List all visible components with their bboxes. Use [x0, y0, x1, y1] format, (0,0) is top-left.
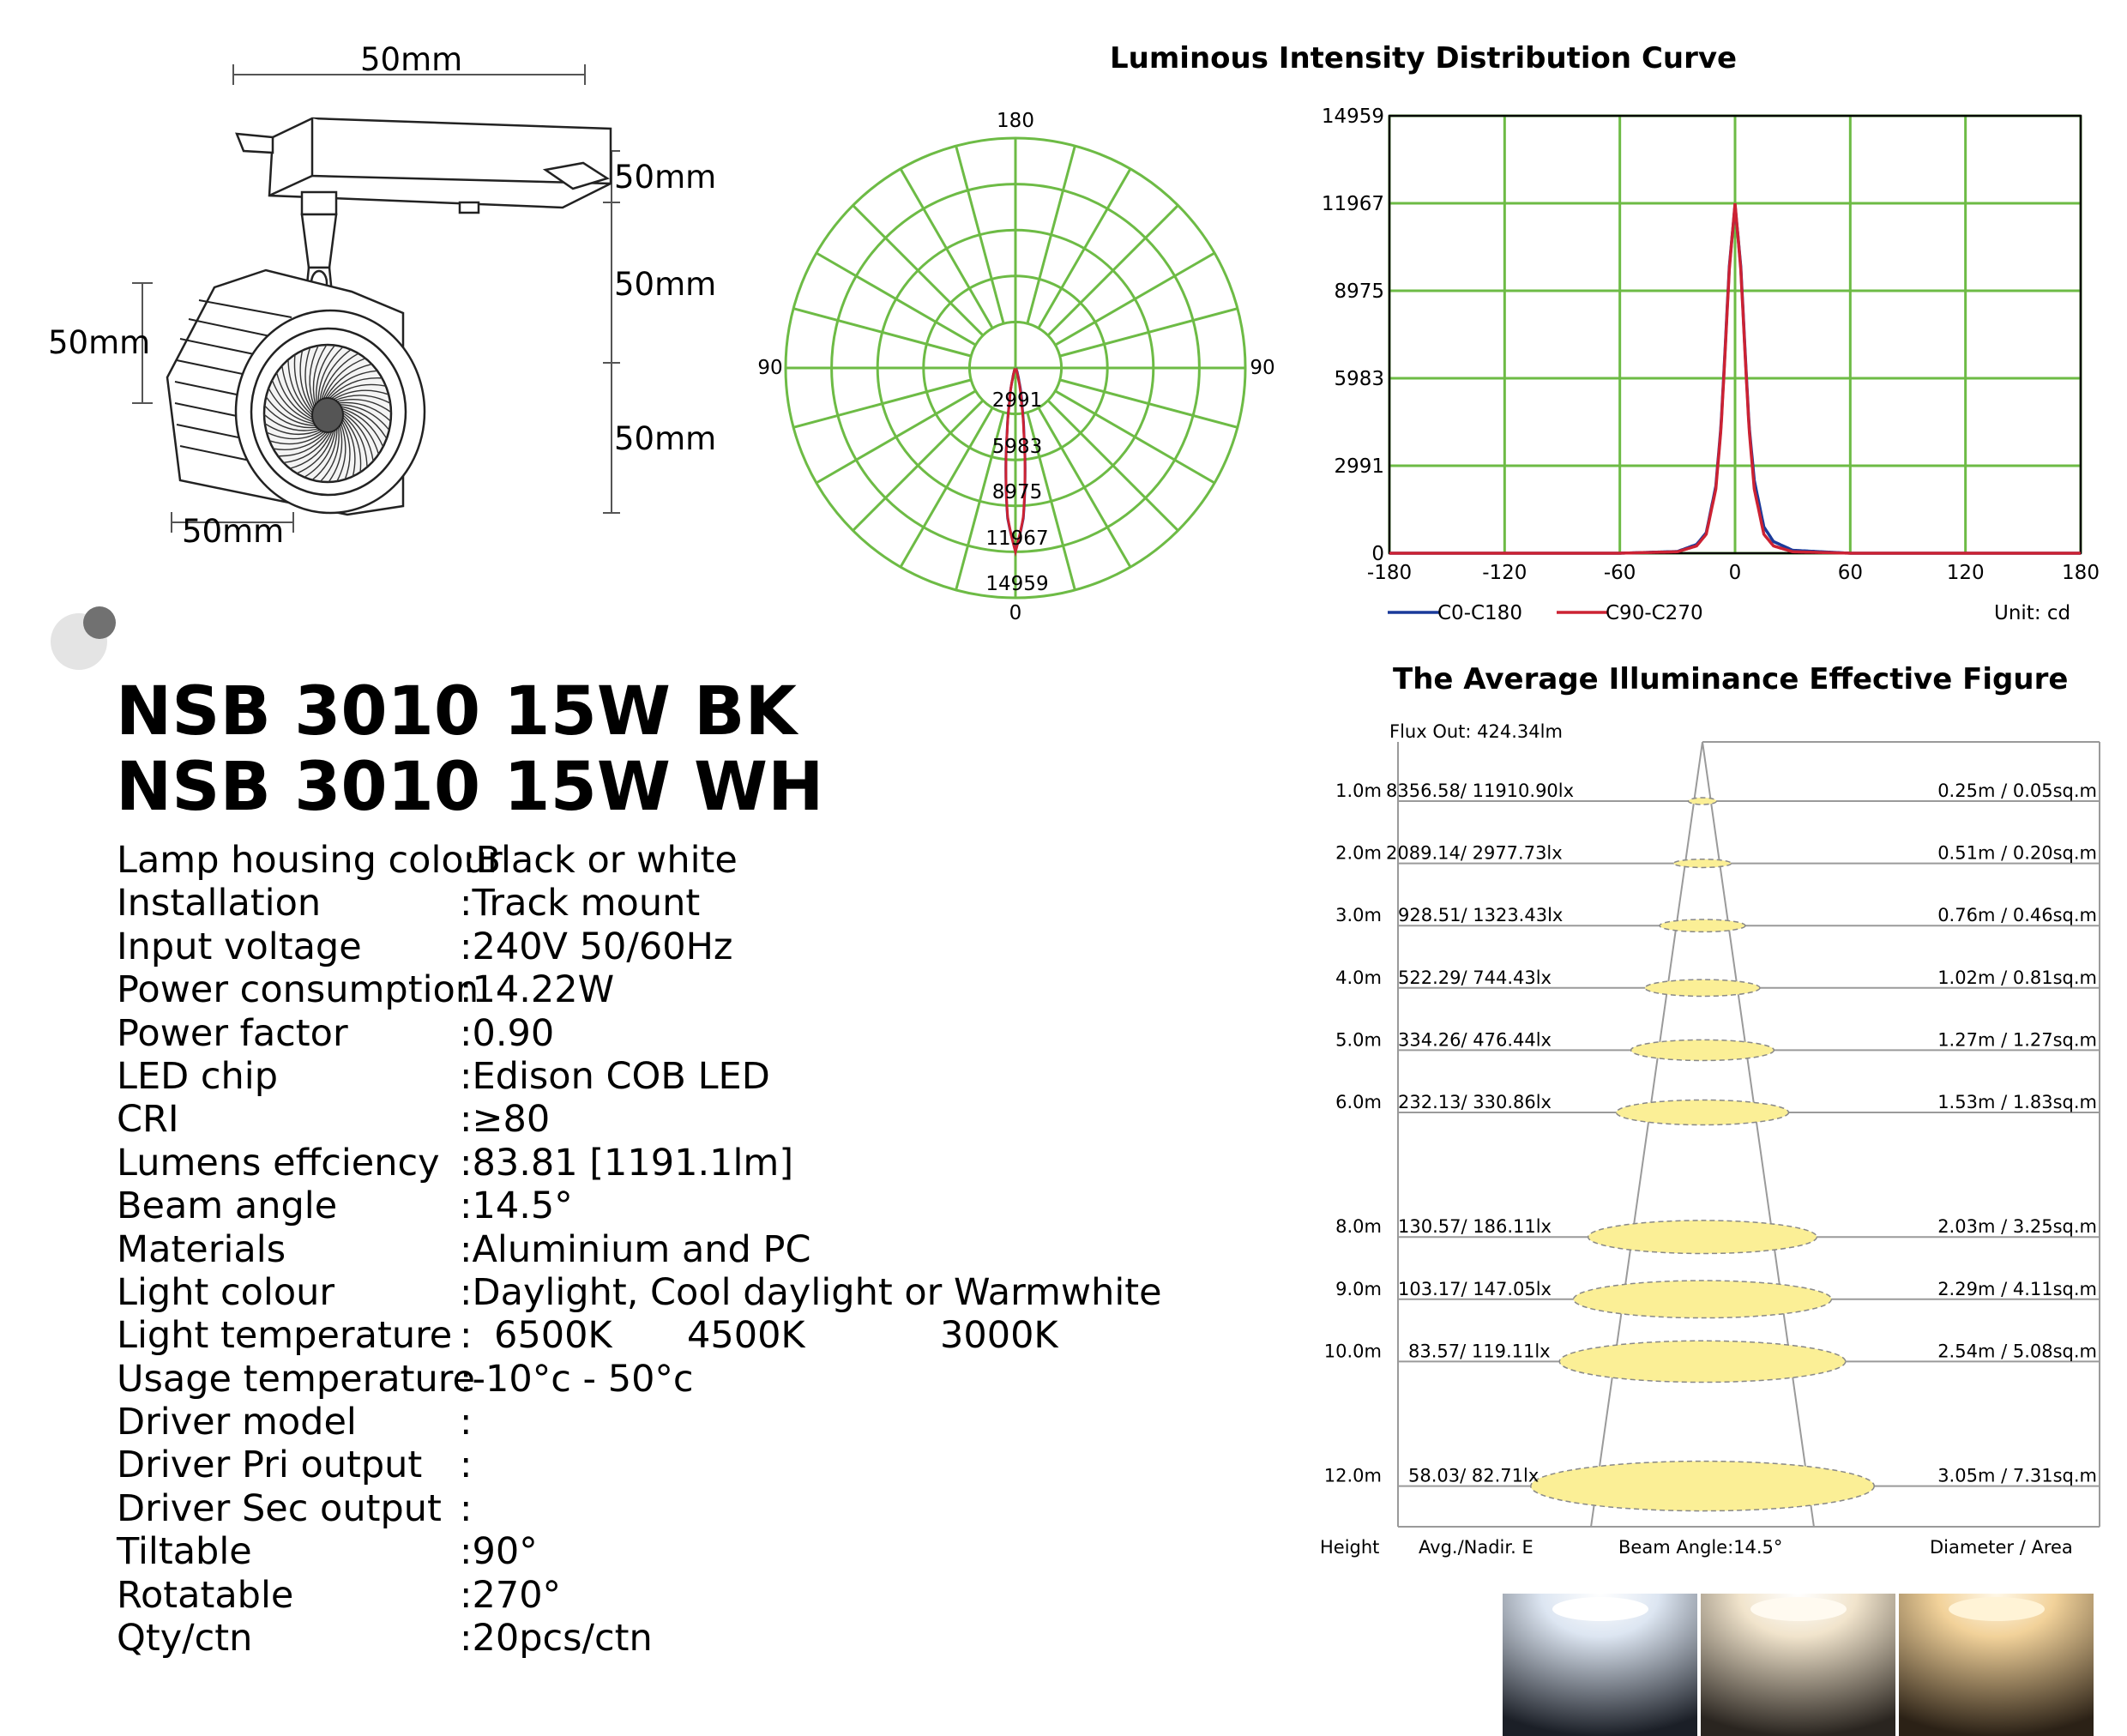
spec-value: :83.81 [1191.1lm]: [460, 1141, 794, 1184]
y-tick-label: 8975: [1334, 280, 1384, 304]
spec-value: :: [460, 1401, 473, 1444]
x-tick-label: -60: [1603, 562, 1636, 584]
row-illuminance: 8356.58/ 11910.90lx: [1386, 781, 1575, 801]
spec-value: :20pcs/ctn: [460, 1617, 653, 1661]
polar-spoke: [1048, 205, 1178, 335]
spec-label: Power consumption: [117, 968, 479, 1012]
spec-value: :: [460, 1444, 473, 1487]
swatch-daylight: [1503, 1594, 1697, 1736]
spec-value: :14.22W: [460, 968, 615, 1012]
polar-spoke: [1048, 401, 1178, 531]
spec-label: Light temperature: [117, 1314, 453, 1358]
row-illuminance: 522.29/ 744.43lx: [1398, 967, 1552, 988]
row-diameter-area: 3.05m / 7.31sq.m: [1937, 1465, 2097, 1486]
row-height: 10.0m: [1323, 1341, 1382, 1362]
spec-label: Materials: [117, 1227, 286, 1271]
x-tick-label: 120: [1946, 562, 1985, 584]
polar-angle-left: 90: [757, 357, 783, 379]
polar-chart: [746, 103, 1278, 635]
polar-ring-label: 11967: [985, 527, 1049, 550]
polar-spoke: [1055, 391, 1214, 483]
spec-value: :≥80: [460, 1098, 551, 1142]
row-illuminance: 928.51/ 1323.43lx: [1398, 905, 1564, 926]
spec-label: Tiltable: [117, 1530, 252, 1574]
polar-ring-label: 5983: [991, 436, 1043, 458]
row-height: 1.0m: [1335, 781, 1382, 801]
dimension-right-middle: 50mm: [614, 266, 717, 303]
light-temp-3000: 3000K: [940, 1314, 1058, 1358]
spec-label: Light colour: [117, 1270, 335, 1314]
y-tick-label: 2991: [1334, 455, 1384, 479]
row-height: 12.0m: [1323, 1465, 1382, 1486]
polar-spoke: [793, 309, 971, 356]
light-spot: [1574, 1281, 1832, 1318]
spec-value: :Aluminium and PC: [460, 1227, 811, 1271]
x-tick-label: 60: [1837, 562, 1863, 584]
polar-spoke: [1039, 169, 1130, 329]
polar-spoke: [1060, 380, 1238, 427]
spec-value: :Daylight, Cool daylight or Warmwhite: [460, 1270, 1162, 1314]
light-spot: [1674, 859, 1732, 868]
row-height: 6.0m: [1335, 1092, 1382, 1112]
polar-angle-bottom: 0: [1009, 602, 1022, 624]
spec-value: :Track mount: [460, 882, 701, 925]
spec-value: :270°: [460, 1573, 562, 1617]
spec-value: :-10°c - 50°c: [460, 1357, 694, 1401]
spec-value: :240V 50/60Hz: [460, 925, 733, 968]
polar-spoke: [901, 407, 992, 567]
model-title-wh: NSB 3010 15W WH: [116, 749, 824, 826]
row-diameter-area: 1.53m / 1.83sq.m: [1937, 1092, 2097, 1112]
light-spot: [1631, 1040, 1775, 1060]
light-spot: [1531, 1462, 1874, 1511]
row-diameter-area: 1.27m / 1.27sq.m: [1937, 1029, 2097, 1051]
row-illuminance: 232.13/ 330.86lx: [1398, 1092, 1552, 1112]
spec-label: Input voltage: [117, 925, 362, 968]
row-illuminance: 103.17/ 147.05lx: [1398, 1278, 1552, 1299]
polar-spoke: [793, 380, 971, 427]
x-tick-label: 0: [1728, 562, 1742, 584]
light-spot: [1660, 919, 1745, 931]
spec-label: Qty/ctn: [117, 1617, 253, 1661]
spec-label: Driver Pri output: [117, 1444, 423, 1487]
row-height: 5.0m: [1335, 1029, 1382, 1051]
row-illuminance: 83.57/ 119.11lx: [1408, 1341, 1551, 1362]
y-tick-label: 11967: [1321, 193, 1384, 216]
polar-angle-top: 180: [997, 110, 1034, 132]
dimension-right-bottom: 50mm: [614, 420, 717, 457]
spec-label: Lumens effciency: [117, 1141, 440, 1184]
row-diameter-area: 2.54m / 5.08sq.m: [1937, 1341, 2097, 1362]
row-diameter-area: 0.25m / 0.05sq.m: [1937, 781, 2097, 801]
polar-ring-label: 2991: [991, 389, 1043, 412]
intensity-line-chart: [1304, 103, 2118, 622]
brand-dots-icon: [48, 602, 125, 679]
row-illuminance: 58.03/ 82.71lx: [1408, 1465, 1540, 1486]
row-height: 9.0m: [1335, 1278, 1382, 1299]
polar-spoke: [853, 205, 983, 335]
polar-ring-label: 14959: [985, 573, 1049, 595]
spec-label: Power factor: [117, 1011, 348, 1055]
polar-spoke: [1060, 309, 1238, 356]
dimension-left-height: 50mm: [48, 324, 151, 361]
row-height: 4.0m: [1335, 967, 1382, 988]
polar-spoke: [956, 146, 1003, 323]
light-spot: [1617, 1100, 1789, 1124]
polar-spoke: [1027, 146, 1075, 323]
light-temp-6500: 6500K: [494, 1314, 612, 1358]
y-tick-label: 0: [1371, 543, 1384, 565]
x-tick-label: -120: [1482, 562, 1527, 584]
row-height: 8.0m: [1335, 1216, 1382, 1238]
polar-ring-label: 8975: [991, 481, 1043, 503]
light-temp-4500: 4500K: [687, 1314, 805, 1358]
spec-value: :: [460, 1314, 473, 1358]
flux-out-label: Flux Out: 424.34lm: [1389, 721, 1563, 742]
light-spot: [1689, 798, 1717, 805]
row-illuminance: 130.57/ 186.11lx: [1398, 1216, 1552, 1238]
polar-spoke: [816, 253, 976, 345]
row-diameter-area: 0.51m / 0.20sq.m: [1937, 842, 2097, 864]
swatch-cool-daylight: [1701, 1594, 1895, 1736]
spec-value: :Black or white: [463, 839, 738, 882]
legend-label-c0: C0-C180: [1437, 602, 1522, 622]
polar-spoke: [853, 401, 983, 531]
polar-spoke: [816, 391, 976, 483]
spec-label: Installation: [117, 882, 322, 925]
row-diameter-area: 2.03m / 3.25sq.m: [1937, 1216, 2097, 1238]
dimension-right-top: 50mm: [614, 159, 717, 196]
spec-value: :90°: [460, 1530, 538, 1574]
footer-height: Height: [1320, 1537, 1380, 1558]
row-illuminance: 334.26/ 476.44lx: [1398, 1029, 1552, 1051]
illuminance-figure: [1312, 712, 2118, 1578]
polar-spoke: [1039, 407, 1130, 567]
illuminance-figure-title: The Average Illuminance Effective Figure: [1393, 662, 2069, 696]
unit-label: Unit: cd: [1994, 602, 2071, 622]
light-spot: [1645, 980, 1760, 996]
spec-label: Rotatable: [117, 1573, 294, 1617]
dimension-bottom-width: 50mm: [182, 513, 285, 550]
footer-diameter: Diameter / Area: [1930, 1537, 2073, 1558]
row-diameter-area: 2.29m / 4.11sq.m: [1937, 1278, 2097, 1299]
spec-label: CRI: [117, 1098, 179, 1142]
y-tick-label: 5983: [1334, 368, 1384, 391]
y-tick-label: 14959: [1321, 105, 1384, 128]
light-spot: [1559, 1341, 1846, 1382]
spec-label: Driver Sec output: [117, 1486, 442, 1530]
x-tick-label: -180: [1366, 562, 1413, 584]
row-diameter-area: 0.76m / 0.46sq.m: [1937, 905, 2097, 926]
light-spot: [1588, 1221, 1817, 1254]
spec-label: Beam angle: [117, 1184, 338, 1228]
spec-value: :: [460, 1486, 473, 1530]
spec-label: Lamp housing colour: [117, 839, 503, 882]
swatch-warmwhite: [1899, 1594, 2094, 1736]
luminous-chart-title: Luminous Intensity Distribution Curve: [1110, 41, 1738, 75]
spec-value: :0.90: [460, 1011, 555, 1055]
row-diameter-area: 1.02m / 0.81sq.m: [1937, 967, 2097, 988]
polar-spoke: [901, 169, 992, 329]
x-tick-label: 180: [2062, 562, 2100, 584]
polar-spoke: [1055, 253, 1214, 345]
row-height: 2.0m: [1335, 842, 1382, 864]
legend-label-c90: C90-C270: [1606, 602, 1703, 622]
spec-label: Usage temperature: [117, 1357, 475, 1401]
spec-label: Driver model: [117, 1401, 357, 1444]
row-height: 3.0m: [1335, 905, 1382, 926]
spec-value: :14.5°: [460, 1184, 573, 1228]
model-title-bk: NSB 3010 15W BK: [116, 673, 797, 750]
footer-avg: Avg./Nadir. E: [1419, 1537, 1533, 1558]
dimension-top-width: 50mm: [360, 41, 463, 78]
footer-beam: Beam Angle:14.5°: [1618, 1537, 1783, 1558]
spec-value: :Edison COB LED: [460, 1054, 770, 1098]
polar-angle-right: 90: [1250, 357, 1275, 379]
row-illuminance: 2089.14/ 2977.73lx: [1386, 842, 1563, 864]
spec-label: LED chip: [117, 1054, 279, 1098]
